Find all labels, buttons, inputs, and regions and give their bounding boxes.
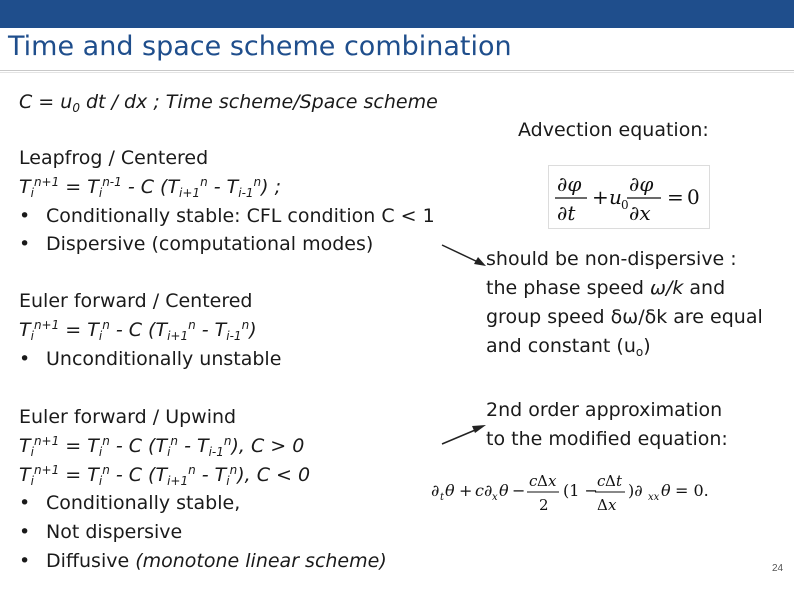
nondispersive-line-2: the phase speed ω/k and xyxy=(486,277,726,299)
euler-centered-section xyxy=(19,287,281,373)
courant-rest: dt / dx ; Time scheme/Space scheme xyxy=(79,91,438,113)
svg-text:(1 −: (1 − xyxy=(563,481,598,500)
svg-text:θ: θ xyxy=(445,481,455,500)
leapfrog-equation: $T_i^{n+1} = T_i^{n-1} - C$ $(T_{i+1}^n - T_{i-1}^n)$ ; xyxy=(19,174,282,200)
modified-equation-image xyxy=(429,468,779,516)
svg-text:2: 2 xyxy=(539,496,549,514)
svg-text:t: t xyxy=(616,472,623,490)
euler-upwind-section xyxy=(19,403,387,576)
courant-subscript: 0 xyxy=(72,101,80,115)
svg-text:θ: θ xyxy=(499,481,509,500)
svg-text:c∂: c∂ xyxy=(475,481,493,500)
euler-centered-bullet-unstable: • Unconditionally unstable xyxy=(19,345,281,374)
svg-text:Δ: Δ xyxy=(605,472,616,490)
svg-text:∂: ∂ xyxy=(431,481,440,500)
svg-text:t: t xyxy=(440,492,445,503)
euler-upwind-bullet-not-dispersive: • Not dispersive xyxy=(19,518,387,547)
nondispersive-line-3: group speed δω/δk are equal xyxy=(486,306,763,328)
svg-text:0: 0 xyxy=(621,198,629,212)
arrow-to-second-order xyxy=(440,420,490,450)
euler-upwind-equation-positive: $T_i^{n+1} = T_i^n - C$ $(T_i^n - T_{i-1}^n)$, C > 0 xyxy=(19,433,305,459)
svg-text:+: + xyxy=(459,481,473,500)
svg-text:x: x xyxy=(548,472,557,490)
advection-equation-image xyxy=(548,165,710,229)
svg-text:)∂: )∂ xyxy=(628,481,643,500)
advection-label: Advection equation: xyxy=(518,119,709,141)
advection-equation-svg xyxy=(549,166,709,228)
svg-text:∂x: ∂x xyxy=(629,201,651,225)
svg-text:∂t: ∂t xyxy=(557,201,576,225)
second-order-text xyxy=(486,396,728,454)
courant-prefix: C = u xyxy=(19,91,73,113)
nondispersive-line-1: should be non-dispersive : xyxy=(486,248,737,270)
leapfrog-section xyxy=(19,144,435,259)
svg-text:x: x xyxy=(492,492,498,503)
euler-upwind-bullet-stable: • Conditionally stable, xyxy=(19,489,387,518)
second-order-line-1: 2nd order approximation xyxy=(486,399,723,421)
title-divider xyxy=(0,70,794,71)
euler-centered-equation: $T_i^{n+1} = T_i^n - C$ $(T_{i+1}^n - T_{i-1}^n)$ xyxy=(19,317,257,343)
nondispersive-line-4: and constant $(u_o)$ xyxy=(486,335,651,359)
leapfrog-bullet-dispersive: • Dispersive (computational modes) xyxy=(19,230,435,259)
leapfrog-heading: Leapfrog / Centered xyxy=(19,147,209,169)
svg-text:=: = xyxy=(667,185,684,209)
svg-text:= 0.: = 0. xyxy=(675,481,709,500)
svg-text:0: 0 xyxy=(687,185,700,209)
svg-text:xx: xx xyxy=(648,492,660,503)
svg-text:Δ: Δ xyxy=(537,472,548,490)
modified-equation-svg xyxy=(429,468,779,516)
svg-text:θ: θ xyxy=(661,481,671,500)
nondispersive-text xyxy=(486,245,763,361)
svg-text:x: x xyxy=(608,496,617,514)
courant-definition xyxy=(19,88,438,117)
svg-text:∂φ: ∂φ xyxy=(557,172,582,196)
euler-upwind-heading: Euler forward / Upwind xyxy=(19,406,237,428)
page-number: 24 xyxy=(772,563,784,574)
header-bar xyxy=(0,0,794,28)
svg-text:−: − xyxy=(512,481,526,500)
euler-upwind-bullet-diffusive: • Diffusive (monotone linear scheme) xyxy=(19,547,387,576)
euler-upwind-equation-negative: $T_i^{n+1} = T_i^n - C$ $(T_{i+1}^n - T_i^n)$, C < 0 xyxy=(19,462,311,488)
arrow-to-nondispersive xyxy=(440,243,490,273)
leapfrog-bullet-stability: • Conditionally stable: CFL condition C < 1 xyxy=(19,202,435,231)
euler-centered-heading: Euler forward / Centered xyxy=(19,290,253,312)
svg-text:∂φ: ∂φ xyxy=(629,172,654,196)
svg-text:c: c xyxy=(529,472,538,490)
svg-text:c: c xyxy=(597,472,606,490)
svg-text:u: u xyxy=(609,185,622,209)
slide-title: Time and space scheme combination xyxy=(8,31,512,62)
title-divider-shadow xyxy=(0,72,794,73)
svg-text:+: + xyxy=(592,185,609,209)
svg-text:Δ: Δ xyxy=(597,496,608,514)
second-order-line-2: to the modified equation: xyxy=(486,428,728,450)
